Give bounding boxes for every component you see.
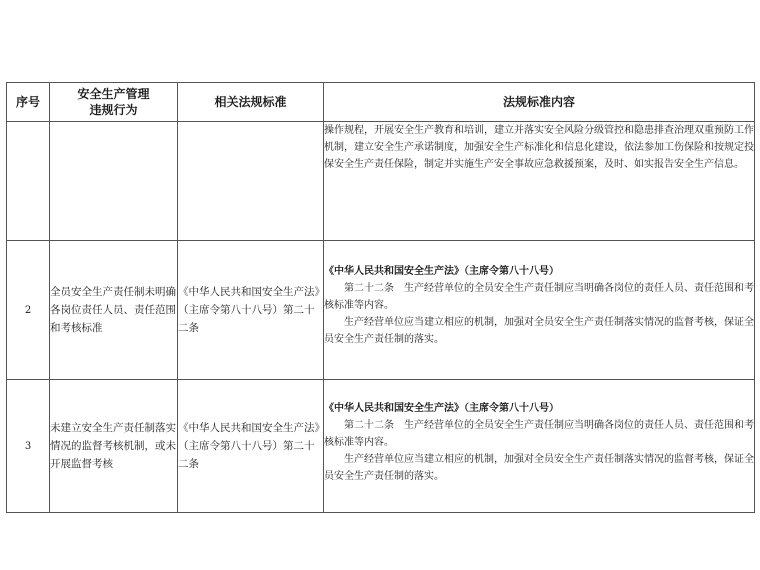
row1-law-cell <box>178 122 324 241</box>
row1-content-cell <box>324 122 755 241</box>
row3-behavior-cell: 未建立安全生产责任制落实情况的监督考核机制，或未开展监督考核 <box>50 380 178 513</box>
table-header-row <box>7 83 755 122</box>
row3-content-title: 《中华人民共和国安全生产法》（主席令第八十八号） <box>324 403 559 414</box>
table-row <box>7 241 755 380</box>
row2-content-article: 第二十二条 生产经营单位的全员安全生产责任制应当明确各岗位的责任人员、责任范围和考核标准等内容。 <box>324 283 754 311</box>
header-serial-number: 序号 <box>7 83 50 122</box>
row2-content-paragraph: 生产经营单位应当建立相应的机制，加强对全员安全生产责任制落实情况的监督考核，保证全员安全生产责任制的落实。 <box>324 317 754 345</box>
header-regulation-content: 法规标准内容 <box>324 83 755 122</box>
row2-number-cell: 2 <box>7 241 50 380</box>
regulation-table <box>6 82 755 513</box>
header-violation-line2: 违规行为 <box>89 103 138 117</box>
row3-content-cell <box>324 380 755 513</box>
row2-content-cell <box>324 241 755 380</box>
header-related-regulation: 相关法规标准 <box>178 83 324 122</box>
row2-content-title: 《中华人民共和国安全生产法》（主席令第八十八号） <box>324 266 559 277</box>
row3-number-cell: 3 <box>7 380 50 513</box>
row3-content-article: 第二十二条 生产经营单位的全员安全生产责任制应当明确各岗位的责任人员、责任范围和考核标准等内容。 <box>324 420 754 448</box>
header-violation-behavior <box>50 83 178 122</box>
row1-content-text: 操作规程，开展安全生产教育和培训，建立并落实安全风险分级管控和隐患排查治理双重预防工作机制，建立安全生产承诺制度，加强安全生产标准化和信息化建设，依法参加工伤保险和按规定投保安全生产责任保险，制定并实施生产安全事故应急救援预案，及时、如实报告安全生产信息。 <box>324 125 754 170</box>
row3-law-cell: 《中华人民共和国安全生产法》（主席令第八十八号）第二十二条 <box>178 380 324 513</box>
row3-content-paragraph: 生产经营单位应当建立相应的机制，加强对全员安全生产责任制落实情况的监督考核，保证全员安全生产责任制的落实。 <box>324 454 754 482</box>
row1-behavior-cell <box>50 122 178 241</box>
table-row <box>7 380 755 513</box>
row2-law-cell: 《中华人民共和国安全生产法》（主席令第八十八号）第二十二条 <box>178 241 324 380</box>
header-violation-line1: 安全生产管理 <box>77 87 150 101</box>
table-row <box>7 122 755 241</box>
row2-behavior-cell: 全员安全生产责任制未明确各岗位责任人员、责任范围和考核标准 <box>50 241 178 380</box>
row1-number-cell <box>7 122 50 241</box>
